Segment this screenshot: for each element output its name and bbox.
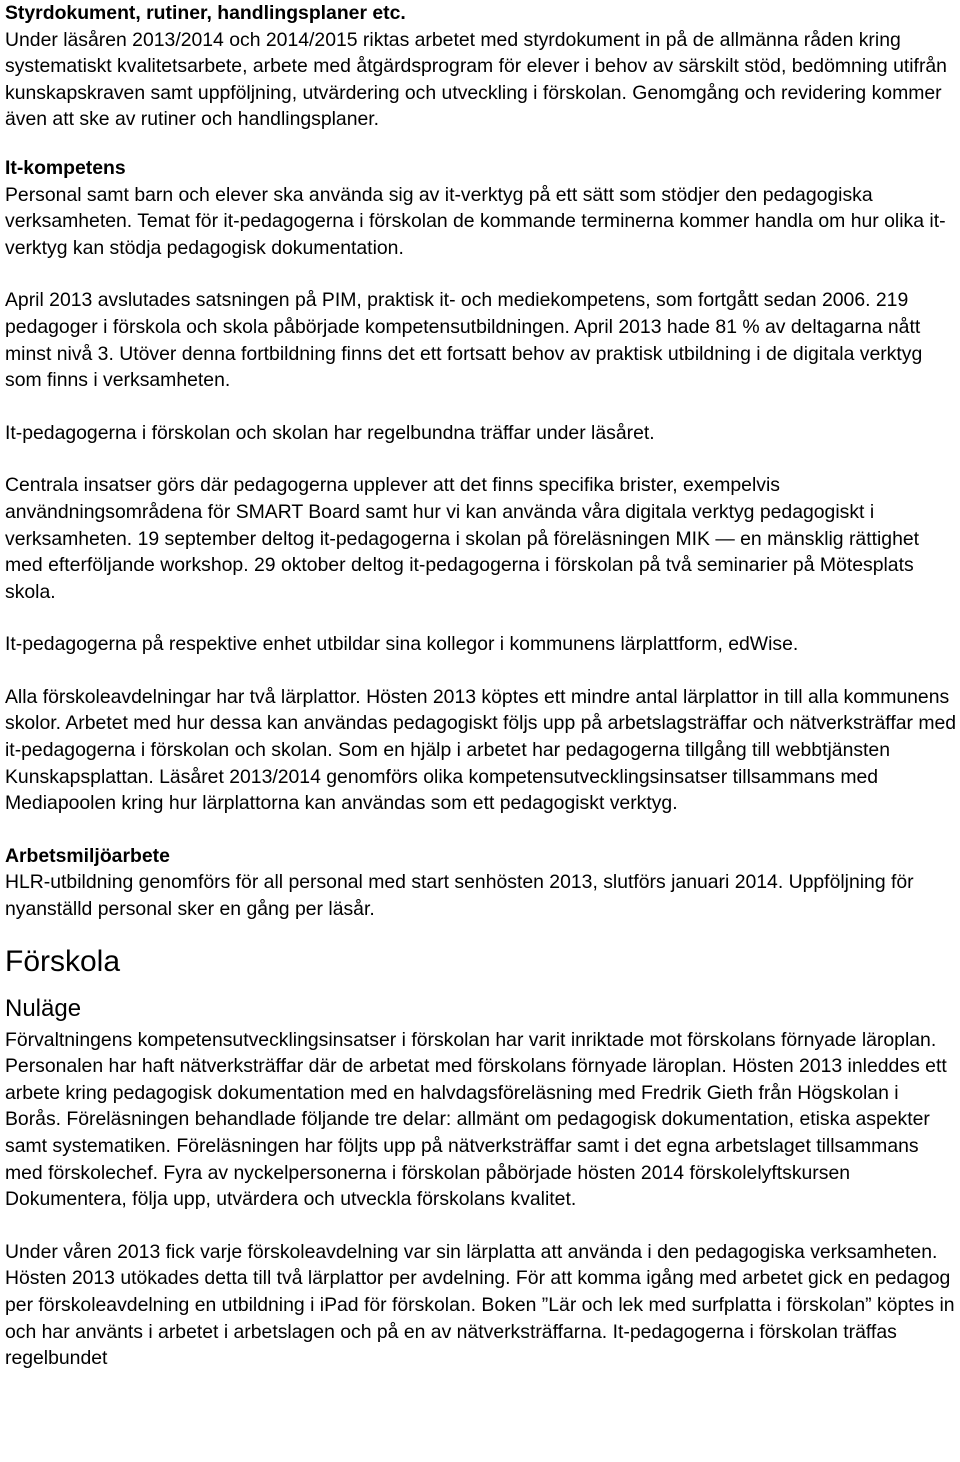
- paragraph-it-3: It-pedagogerna i förskolan och skolan har regelbundna träffar under läsåret.: [5, 421, 655, 444]
- spacer: [5, 923, 957, 941]
- paragraph-it-5: It-pedagogerna på respektive enhet utbildar sina kollegor i kommunens lärplattform, edWise.: [5, 633, 799, 656]
- section-heading-styrdokument: Styrdokument, rutiner, handlingsplaner etc.: [5, 2, 406, 24]
- spacer: [5, 446, 957, 472]
- spacer: [5, 394, 957, 420]
- paragraph-it-1: Personal samt barn och elever ska använda sig av it-verktyg på ett sätt som stödjer den pedagogiska verksamheten. Temat för it-pedagogerna i förskolan de kommande terminerna kommer handla om hur olika it-verktyg kan stödja pedagogisk dokumentation.: [5, 183, 946, 259]
- paragraph-it-6: Alla förskoleavdelningar har två lärplattor. Hösten 2013 köptes ett mindre antal lärplattor in till alla kommunens skolor. Arbetet med hur dessa kan användas pedagogiskt följs upp på arbetslagsträffar och nätverksträffar med it-pedagogerna i förskolan och skolan. Som en hjälp i arbetet har pedagogerna tillgång till webbtjänsten Kunskapsplattan. Läsåret 2013/2014 genomförs olika kompetensutvecklingsinsatser tillsammans med Mediapoolen kring hur lärplattorna kan användas som ett pedagogiskt verktyg.: [5, 685, 957, 815]
- spacer: [5, 133, 957, 155]
- chapter-title-forskola: Förskola: [5, 944, 121, 978]
- spacer: [5, 1213, 957, 1239]
- section-heading-arbetsmiljo: Arbetsmiljöarbete: [5, 844, 170, 867]
- paragraph-it-4: Centrala insatser görs där pedagogerna upplever att det finns specifika brister, exempelvis användningsområdena för SMART Board samt hur vi kan använda våra digitala verktyg pedagogiskt i verksamheten. 19 september deltog it-pedagogerna i skolan på föreläsningen MIK — en mänsklig rättighet med efterföljande workshop. 29 oktober deltog it-pedagogerna i förskolan på två seminarier på Mötesplats skola.: [5, 474, 920, 603]
- spacer: [5, 261, 957, 287]
- section-forskola: [5, 941, 957, 1372]
- spacer: [5, 817, 957, 843]
- section-arbetsmiljo: [5, 843, 957, 923]
- section-styrdokument: [5, 0, 957, 133]
- paragraph-forskola-2: Under våren 2013 fick varje förskoleavdelning var sin lärplatta att använda i den pedagogiska verksamheten. Hösten 2013 utökades detta till två lärplattor per avdelning. För att komma igång med arbetet gick en pedagog per förskoleavdelning en utbildning i iPad för förskolan. Boken ”Lär och lek med surfplatta i förskolan” köptes in och har använts i arbetet i arbetslagen och på en av nätverksträffarna. It-pedagogerna i förskolan träffas regelbundet: [5, 1240, 955, 1370]
- paragraph-it-2: April 2013 avslutades satsningen på PIM, praktisk it- och mediekompetens, som fortgått sedan 2006. 219 pedagoger i förskola och skola påbörjade kompetensutbildningen. April 2013 hade 81 % av deltagarna nått minst nivå 3. Utöver denna fortbildning finns det ett fortsatt behov av praktisk utbildning i de digitala verktyg som finns i verksamheten.: [5, 289, 923, 392]
- paragraph-forskola-1: Förvaltningens kompetensutvecklingsinsatser i förskolan har varit inriktade mot förskolans förnyade läroplan. Personalen har haft nätverksträffar där de arbetat med förskolans förnyade läroplan. Hösten 2013 inleddes ett arbete kring pedagogisk dokumentation med en halvdagsföreläsning med Fredrik Gieth från Högskolan i Borås. Föreläsningen behandlade följande tre delar: allmänt om pedagogisk dokumentation, etiska aspekter samt systematiken. Föreläsningen har följts upp på nätverksträffar samt i det egna arbetslaget tillsammans med förskolechef. Fyra av nyckelpersonerna i förskolan påbörjade hösten 2014 förskolelyftskursen Dokumentera, följa upp, utvärdera och utveckla förskolans kvalitet.: [5, 1028, 947, 1211]
- paragraph-styrdokument: Under läsåren 2013/2014 och 2014/2015 riktas arbetet med styrdokument in på de allmänna råden kring systematiskt kvalitetsarbete, arbete med åtgärdsprogram för elever i behov av särskilt stöd, bedömning utifrån kunskapskraven samt uppföljning, utvärdering och utveckling i förskolan. Genomgång och revidering kommer även att ske av rutiner och handlingsplaner.: [5, 28, 947, 131]
- spacer: [5, 605, 957, 631]
- section-it-kompetens: [5, 155, 957, 817]
- spacer: [5, 983, 957, 991]
- paragraph-arbetsmiljo: HLR-utbildning genomförs för all personal med start senhösten 2013, slutförs januari 2014. Uppföljning för nyanställd personal sker en gång per läsår.: [5, 871, 914, 921]
- spacer: [5, 658, 957, 684]
- document-page: [5, 0, 957, 1372]
- subheading-nulage: Nuläge: [5, 994, 82, 1022]
- section-heading-it-kompetens: It-kompetens: [5, 156, 126, 179]
